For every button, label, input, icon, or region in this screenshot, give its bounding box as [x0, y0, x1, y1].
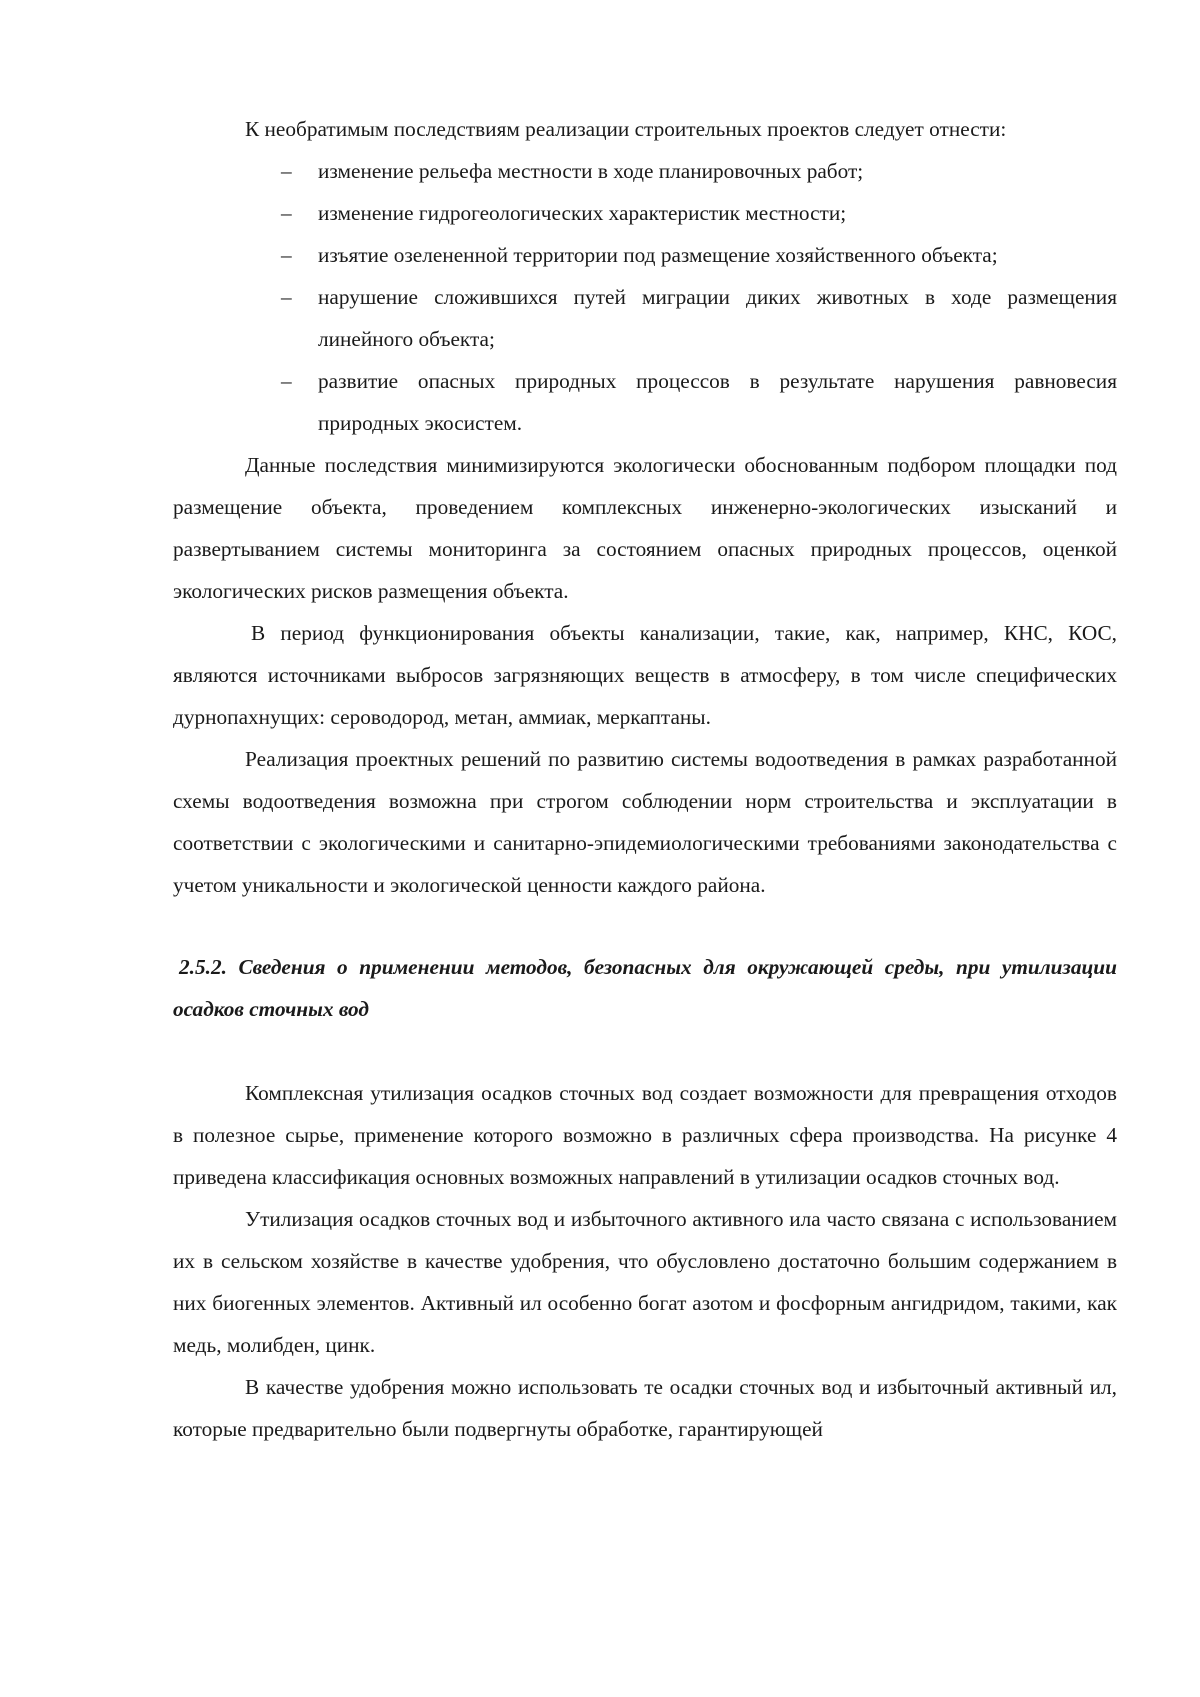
- list-item-text: развитие опасных природных процессов в результате нарушения равновесия природных экосистем.: [318, 369, 1117, 435]
- dash-marker: –: [281, 201, 292, 225]
- spacer: [173, 1030, 1117, 1072]
- list-item: [173, 150, 1117, 192]
- list-item-text: изменение гидрогеологических характеристик местности;: [318, 201, 847, 225]
- consequences-list: [173, 150, 1117, 444]
- dash-marker: –: [281, 285, 292, 309]
- list-item-text: изъятие озелененной территории под размещение хозяйственного объекта;: [318, 243, 998, 267]
- body-paragraph: Данные последствия минимизируются экологически обоснованным подбором площадки под размещение объекта, проведением комплексных инженерно-экологических изысканий и развертыванием системы мониторинга за состоянием опасных природных процессов, оценкой экологических рисков размещения объекта.: [173, 453, 1117, 603]
- body-paragraph: Реализация проектных решений по развитию системы водоотведения в рамках разработанной схемы водоотведения возможна при строгом соблюдении норм строительства и эксплуатации в соответствии с экологическими и санитарно-эпидемиологическими требованиями законодательства с учетом уникальности и экологической ценности каждого района.: [173, 747, 1117, 897]
- document-page: [173, 108, 1117, 1450]
- body-paragraph: В период функционирования объекты канализации, такие, как, например, КНС, КОС, являются источниками выбросов загрязняющих веществ в атмосферу, в том числе специфических дурнопахнущих: сероводород, метан, аммиак, меркаптаны.: [173, 621, 1117, 729]
- dash-marker: –: [281, 243, 292, 267]
- list-item: [173, 234, 1117, 276]
- body-paragraph: Утилизация осадков сточных вод и избыточного активного ила часто связана с использованием их в сельском хозяйстве в качестве удобрения, что обусловлено достаточно большим содержанием в них биогенных элементов. Активный ил особенно богат азотом и фосфорным ангидридом, такими, как медь, молибден, цинк.: [173, 1207, 1117, 1357]
- dash-marker: –: [281, 159, 292, 183]
- list-item: [173, 276, 1117, 360]
- body-paragraph: Комплексная утилизация осадков сточных вод создает возможности для превращения отходов в полезное сырье, применение которого возможно в различных сфера производства. На рисунке 4 приведена классификация основных возможных направлений в утилизации осадков сточных вод.: [173, 1081, 1117, 1189]
- dash-marker: –: [281, 369, 292, 393]
- section-heading-text: 2.5.2. Сведения о применении методов, безопасных для окружающей среды, при утилизации осадков сточных вод: [173, 955, 1117, 1021]
- list-item-text: изменение рельефа местности в ходе планировочных работ;: [318, 159, 864, 183]
- body-paragraph: В качестве удобрения можно использовать те осадки сточных вод и избыточный активный ил, которые предварительно были подвергнуты обработке, гарантирующей: [173, 1375, 1117, 1441]
- section-heading: [173, 946, 1117, 1030]
- list-item: [173, 192, 1117, 234]
- list-item: [173, 360, 1117, 444]
- intro-paragraph: К необратимым последствиям реализации строительных проектов следует отнести:: [245, 117, 1007, 141]
- list-item-text: нарушение сложившихся путей миграции диких животных в ходе размещения линейного объекта;: [318, 285, 1117, 351]
